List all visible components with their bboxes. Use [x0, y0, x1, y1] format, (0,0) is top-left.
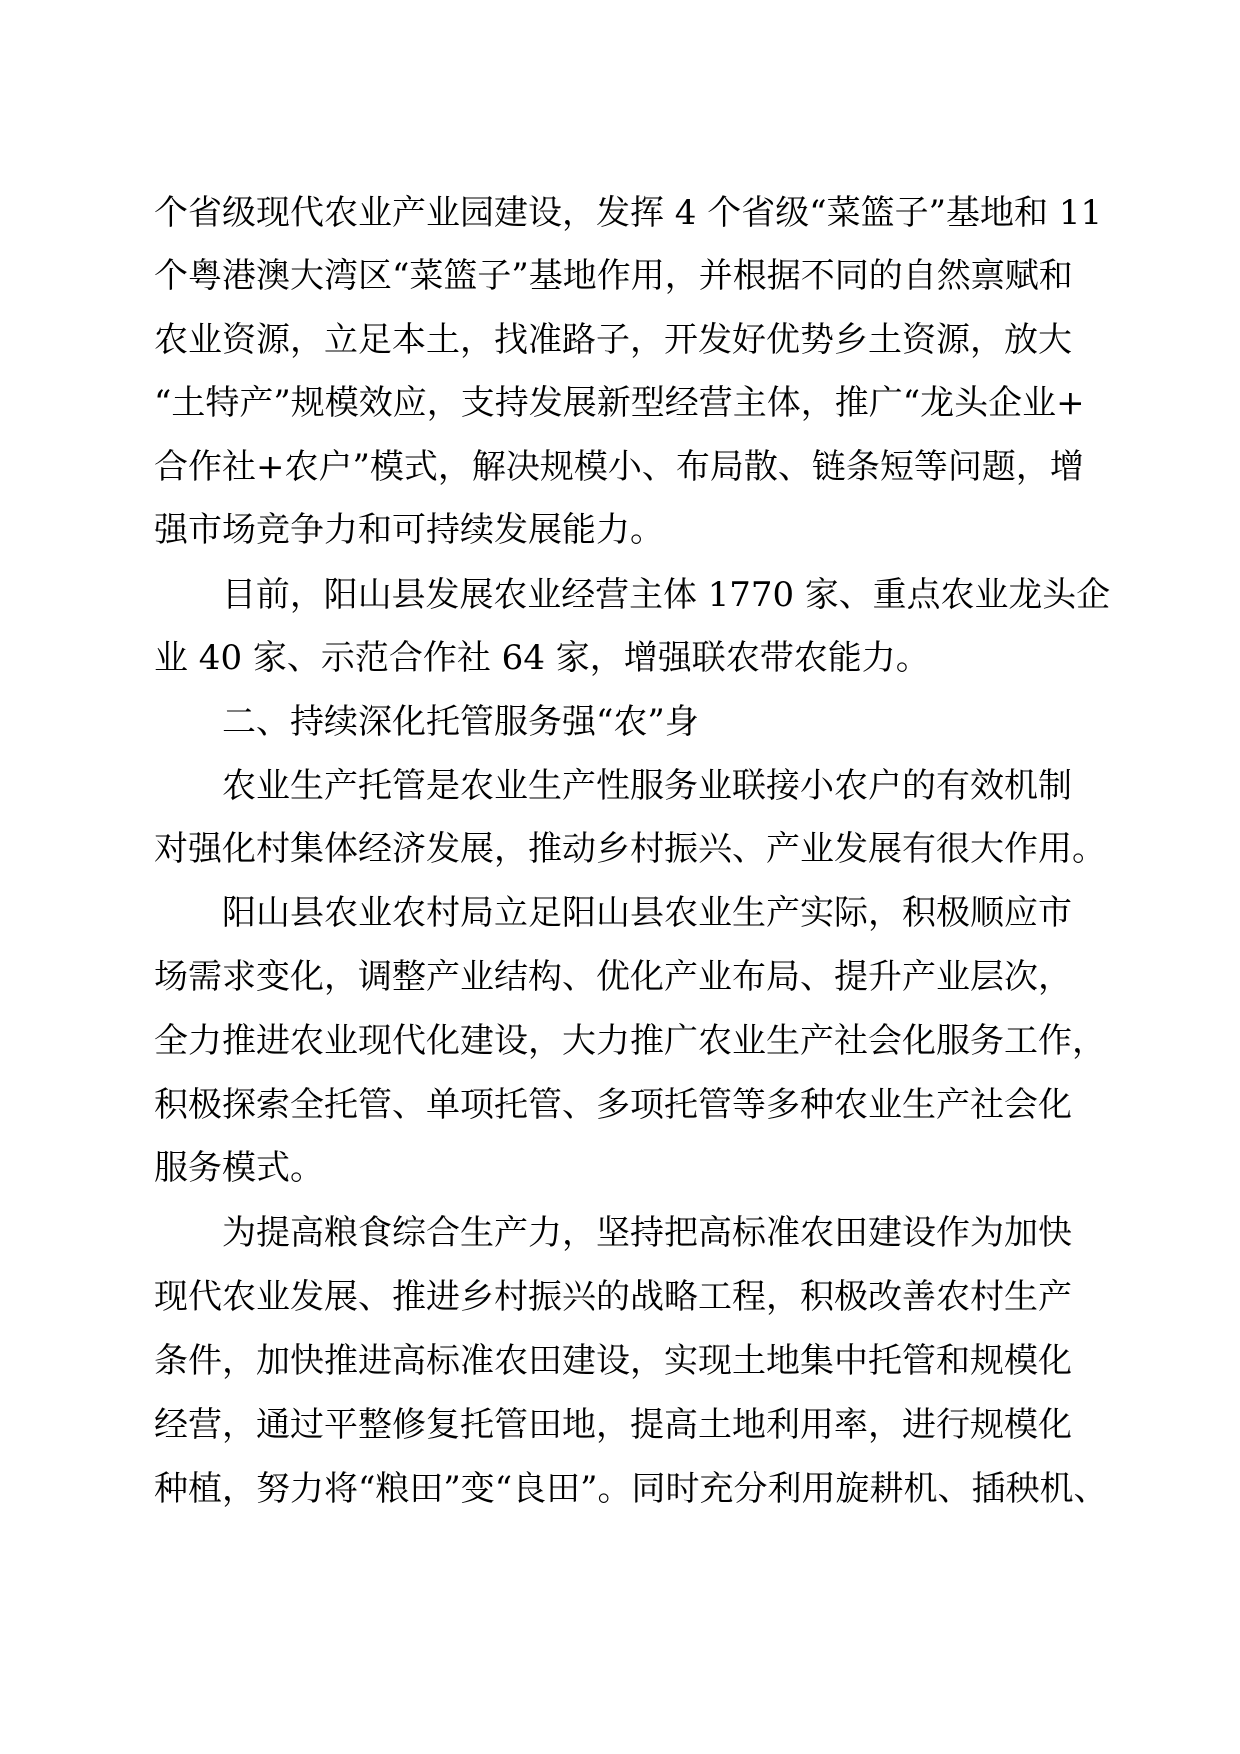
body-text-line: 农业资源，立足本土，找准路子，开发好优势乡土资源，放大	[154, 320, 1072, 360]
paragraph-first-line: 农业生产托管是农业生产性服务业联接小农户的有效机制	[222, 766, 1072, 806]
body-text-line: 全力推进农业现代化建设，大力推广农业生产社会化服务工作，	[154, 1021, 1106, 1061]
paragraph-first-line: 目前，阳山县发展农业经营主体 1770 家、重点农业龙头企	[222, 575, 1111, 615]
body-text-line: 业 40 家、示范合作社 64 家，增强联农带农能力。	[154, 638, 930, 678]
body-text-line: 现代农业发展、推进乡村振兴的战略工程，积极改善农村生产	[154, 1277, 1072, 1317]
body-text-line: 个粤港澳大湾区“菜篮子”基地作用，并根据不同的自然禀赋和	[154, 256, 1073, 296]
section-heading: 二、持续深化托管服务强“农”身	[222, 702, 699, 742]
body-text-line: 条件，加快推进高标准农田建设，实现土地集中托管和规模化	[154, 1341, 1072, 1381]
body-text-line: 服务模式。	[154, 1148, 324, 1188]
paragraph-first-line: 为提高粮食综合生产力，坚持把高标准农田建设作为加快	[222, 1213, 1072, 1253]
body-text-line: 强市场竞争力和可持续发展能力。	[154, 510, 664, 550]
body-text-line: 个省级现代农业产业园建设，发挥 4 个省级“菜篮子”基地和 11	[154, 193, 1103, 233]
paragraph-first-line: 阳山县农业农村局立足阳山县农业生产实际，积极顺应市	[222, 893, 1072, 933]
body-text-line: 积极探索全托管、单项托管、多项托管等多种农业生产社会化	[154, 1085, 1072, 1125]
body-text-line: 种植，努力将“粮田”变“良田”。同时充分利用旋耕机、插秧机、	[154, 1469, 1108, 1509]
body-text-line: 合作社+农户”模式，解决规模小、布局散、链条短等问题，增	[154, 447, 1084, 487]
body-text-line: 经营，通过平整修复托管田地，提高土地利用率，进行规模化	[154, 1405, 1072, 1445]
body-text-line: 场需求变化，调整产业结构、优化产业布局、提升产业层次，	[154, 957, 1072, 997]
body-text-line: 对强化村集体经济发展，推动乡村振兴、产业发展有很大作用。	[154, 829, 1106, 869]
body-text-line: “土特产”规模效应，支持发展新型经营主体，推广“龙头企业+	[154, 383, 1085, 423]
